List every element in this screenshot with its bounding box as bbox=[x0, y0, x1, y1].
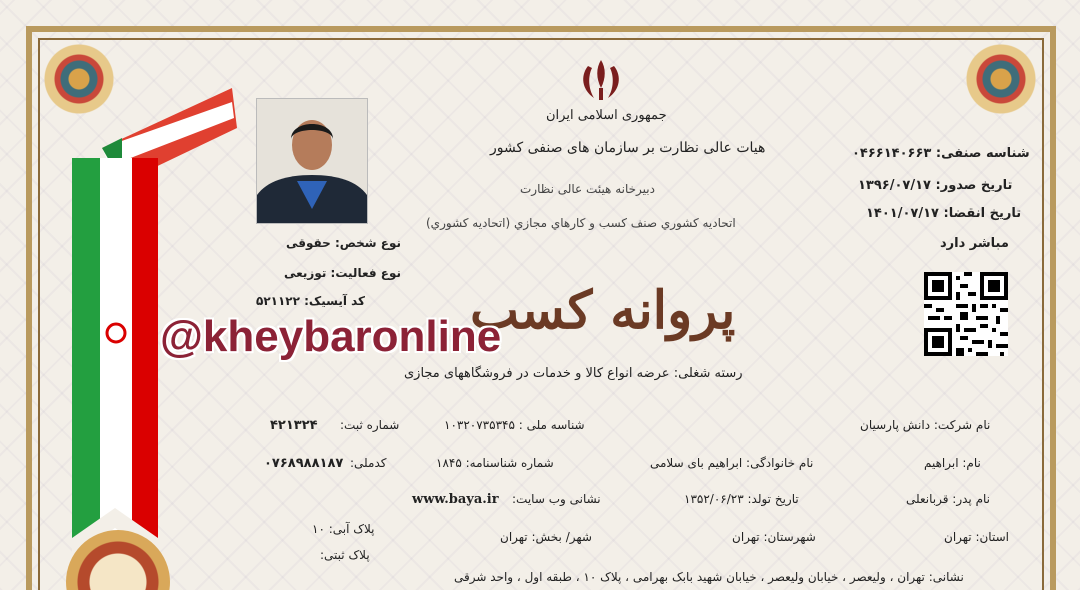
company-name: نام شرکت: دانش پارسیان bbox=[860, 418, 991, 432]
registration-label: شماره ثبت: bbox=[340, 418, 400, 432]
union-title: اتحاديه كشوري صنف كسب و كارهاي مجازي (اتحاديه كشوري) bbox=[426, 216, 736, 230]
registration-plate: پلاک ثبتی: bbox=[320, 548, 370, 562]
watermark-text: @kheybaronline bbox=[160, 312, 502, 361]
expiry-date: تاریخ انقضا: ۱۴۰۱/۰۷/۱۷ bbox=[866, 206, 1022, 221]
director-status: مباشر دارد bbox=[940, 236, 1009, 251]
father-name: نام پدر: قربانعلی bbox=[906, 492, 990, 506]
isic-code: کد آیسیک: ۵۲۱۱۲۲ bbox=[256, 294, 366, 308]
activity-type: نوع فعالیت: توزیعی bbox=[284, 266, 401, 280]
issue-date: تاریخ صدور: ۱۳۹۶/۰۷/۱۷ bbox=[858, 178, 1013, 193]
corner-ornament-right bbox=[966, 44, 1036, 114]
national-id: شناسه ملی : ۱۰۳۲۰۷۳۵۳۴۵ bbox=[444, 418, 585, 432]
iran-emblem-icon bbox=[576, 58, 626, 102]
blue-plate: پلاک آبی: ۱۰ bbox=[312, 522, 375, 536]
registration-number: ۴۲۱۳۲۴ bbox=[270, 418, 318, 433]
first-name: نام: ابراهیم bbox=[924, 456, 981, 470]
board-title: هیات عالی نظارت بر سازمان های صنفی کشور bbox=[490, 140, 766, 156]
business-category: رسته شغلی: عرضه انواع کالا و خدمات در فروشگاههای مجازی bbox=[404, 366, 743, 381]
secretariat-title: دبیرخانه هیئت عالی نظارت bbox=[520, 182, 655, 196]
qr-code-icon bbox=[924, 272, 1008, 356]
guild-id: شناسه صنفی: ۰۴۶۶۱۴۰۶۶۳ bbox=[852, 146, 1030, 161]
birth-date: تاریخ تولد: ۱۳۵۲/۰۶/۲۳ bbox=[684, 492, 799, 506]
website-link[interactable]: www.baya.ir bbox=[412, 492, 499, 507]
license-title: پروانه کسب bbox=[470, 280, 736, 341]
address: نشانی: تهران ، ولیعصر ، خیابان ولیعصر ، خیابان شهید بابک بهرامی ، پلاک ۱۰ ، طبقه اول ، واحد شرقی bbox=[454, 570, 964, 584]
person-photo-icon bbox=[257, 99, 367, 223]
city: شهر/ بخش: تهران bbox=[500, 530, 592, 544]
province: استان: تهران bbox=[944, 530, 1009, 544]
holder-photo bbox=[256, 98, 368, 224]
national-code: ۰۷۶۸۹۸۸۱۸۷ bbox=[264, 456, 344, 471]
id-number: شماره شناسنامه: ۱۸۴۵ bbox=[436, 456, 554, 470]
county: شهرستان: تهران bbox=[732, 530, 816, 544]
last-name: نام خانوادگی: ابراهیم بای سلامی bbox=[650, 456, 814, 470]
person-type: نوع شخص: حقوقی bbox=[286, 236, 402, 250]
republic-title: جمهوری اسلامی ایران bbox=[546, 108, 667, 123]
national-code-label: کدملی: bbox=[350, 456, 387, 470]
website-label: نشانی وب سایت: bbox=[512, 492, 601, 506]
